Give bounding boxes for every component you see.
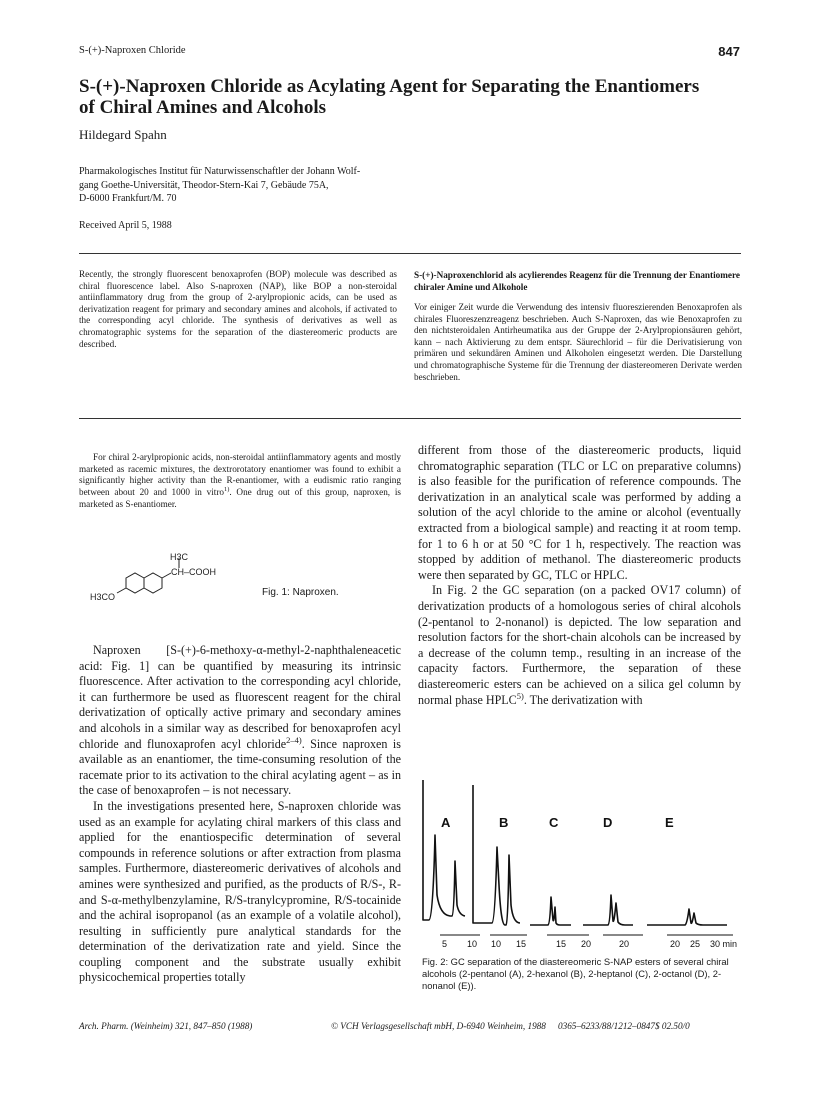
figure-2-caption: Fig. 2: GC separation of the diastereomeric S-NAP esters of several chiral alcohols (2-pentanol (A), 2-hexanol (B), 2-heptanol (C), 2-octanol (D), 2-nonanol (E)).	[422, 956, 729, 992]
article-title: S-(+)-Naproxen Chloride as Acylating Agent for Separating the Enantiomers of Chiral Amines and Alcohols	[79, 76, 700, 118]
acid-group-label: CH–COOH	[171, 567, 217, 577]
body-paragraph	[418, 583, 741, 708]
tick-label: 20	[619, 939, 630, 949]
intro-text-tail: . One drug out of this group, naproxen, is marketed as S-enantiomer.	[79, 487, 401, 509]
publisher-line: © VCH Verlagsgesellschaft mbH, D-6940 Weinheim, 1988	[331, 1021, 546, 1031]
paragraph-text-tail: . The derivatization with	[523, 692, 643, 707]
methyl-label: H3C	[170, 552, 189, 562]
naproxen-structure	[74, 548, 244, 610]
body-paragraph: different from those of the diastereomeric products, liquid chromatographic separation (TLC or LC on preparative columns) is also feasible for the purification of reference compounds. The derivatization in an analytical scale was performed by adding a solution of the acyl chloride to the amine or alcohol (eventually extracted from a biological sample) and reacting it at room temp. for 1 to 6 h or at 50 °C for 1 h, respectively. The reaction was stopped by addition of methanol. The diastereomeric products were then separated by GC, TLC or HPLC.	[418, 443, 741, 582]
abstract-divider	[79, 418, 741, 419]
body-paragraph	[79, 643, 401, 799]
trace-e	[647, 909, 727, 925]
trace-b	[473, 785, 520, 925]
top-divider	[79, 253, 741, 254]
affiliation-line: Pharmakologisches Institut für Naturwissenschaftler der Johann Wolf-	[79, 166, 361, 177]
tick-label: 10	[491, 939, 502, 949]
peak-label-b: B	[499, 815, 509, 830]
intro-paragraph	[79, 452, 401, 511]
trace-a	[423, 780, 465, 920]
author-name: Hildegard Spahn	[79, 127, 167, 142]
tick-label: 5	[442, 939, 448, 949]
figure-1-caption: Fig. 1: Naproxen.	[262, 587, 339, 598]
tick-label: 20	[670, 939, 681, 949]
intro-text: For chiral 2-arylpropionic acids, non-steroidal antiinflammatory agents and mostly marketed as racemic mixtures, the dextrorotatory enantiomer was found to exhibit a significantly higher activity than the R-enantiomer, with a eudismic ratio ranging between about 20 and 1000 in vitro	[79, 452, 401, 498]
affiliation-line: gang Goethe-Universität, Theodor-Stern-Kai 7, Gebäude 75A,	[79, 179, 329, 191]
tick-label: 10	[467, 939, 478, 949]
peak-label-d: D	[603, 815, 613, 830]
tick-label: 15	[556, 939, 567, 949]
tick-label: 15	[516, 939, 527, 949]
trace-c	[530, 897, 571, 925]
body-paragraph: In the investigations presented here, S-naproxen chloride was used as an example for acylating chiral markers of this class and applied for the enantiospecific determination of several compounds in reference solutions or after extraction from plasma samples. Furthermore, diastereomeric derivatives of alcohols and amines were synthesized and purified, as the products of R/S-, R- and S-α-methylbenzylamine, R/S-tranylcypromine, R/S-tocainide and the achiral isopropanol (as an example of a volatile alcohol), resulting in sufficiently pure analytical standards for the determination of the derivatization rate and yield. Since the coupling component and the substrate usually exhibit physicochemical properties totally	[79, 798, 401, 985]
paragraph-text: Naproxen [S-(+)-6-methoxy-α-methyl-2-naphthaleneacetic acid: Fig. 1] can be quantified by measuring its intrinsic fluorescence. After activation to the corresponding acyl chloride, it can furthermore be used as fluorescent reagent for the chiral derivatization of optically active primary and secondary amines and alcohols in a similar way as described for benoxaprofen acyl chloride and flunoxaprofen acyl chloride	[79, 643, 401, 751]
abstract-german-title: S-(+)-Naproxenchlorid als acylierendes Reagenz für die Trennung der Enantiomere chiraler Amine und Alkohole	[414, 270, 740, 292]
peak-label-e: E	[665, 815, 674, 830]
methoxy-label: H3CO	[90, 592, 116, 602]
tick-label: 25	[690, 939, 701, 949]
affiliation-line: D-6000 Frankfurt/M. 70	[79, 193, 177, 204]
abstract-english: Recently, the strongly fluorescent benoxaprofen (BOP) molecule was described as chiral fluorescence label. Also S-naproxen (NAP), like BOP a non-steroidal antiinflammatory drug from the group of 2-arylpropionic acids, can be used as derivatization reagent for primary and secondary amines and alcohols, if activated to the corresponding acyl chloride. The synthesis of derivatives as well as chromatographic systems for the separation of the diastereomeric products are described.	[79, 269, 397, 349]
trace-d	[583, 895, 633, 925]
abstract-german: Vor einiger Zeit wurde die Verwendung des intensiv fluoreszierenden Benoxaprofen als chirales Fluoreszenzreagenz beschrieben. Auch S-Naproxen, das wie Benoxaprofen zu den nichtsteroidalen Antirheumatika aus der Gruppe der 2-Arylpropionsäuren gehört, kann – nach Aktivierung zu dem entspr. Säurechlorid – für die Derivatisierung von primären und sekundären Aminen und Alkoholen eingesetzt werden. Die Darstellung und chromatographische Systeme für die Trennung der diastereomeren Derivate werden beschrieben.	[414, 302, 742, 382]
article-code: 0365–6233/88/1212–0847$ 02.50/0	[558, 1021, 690, 1031]
paragraph-text-tail: . Since naproxen is available as an enantiomer, the time-consuming resolution of the racemate prior to its activation to the chiral acylating agent – as in the case of benoxaprofen – is not necessary.	[79, 736, 401, 798]
peak-label-c: C	[549, 815, 559, 830]
journal-citation: Arch. Pharm. (Weinheim) 321, 847–850 (1988)	[79, 1021, 253, 1031]
body-column-right	[418, 443, 741, 708]
body-column-left	[79, 643, 401, 986]
tick-label: 20	[581, 939, 592, 949]
paragraph-text: In Fig. 2 the GC separation (on a packed OV17 column) of derivatization products of a homologous series of chiral alcohols (2-pentanol to 2-nonanol) is depicted. The low separation and resolution factors for the short-chain alcohols can be increased by a decrease of the column temp., resulting in an increase of the capacity factors. Furthermore, the separation of these diastereomeric esters can be achieved on a silica gel column by normal phase HPLC	[418, 583, 741, 707]
received-date: Received April 5, 1988	[79, 220, 172, 231]
reference-marker: 5)	[516, 690, 524, 701]
running-title: S-(+)-Naproxen Chloride	[79, 45, 186, 56]
page-number: 847	[718, 44, 740, 59]
reference-marker: 1)	[223, 486, 230, 494]
gc-chromatogram	[415, 775, 745, 951]
reference-marker: 2–4)	[286, 734, 302, 745]
peak-label-a: A	[441, 815, 451, 830]
tick-label: 30 min	[710, 939, 738, 949]
affiliation	[79, 165, 379, 206]
